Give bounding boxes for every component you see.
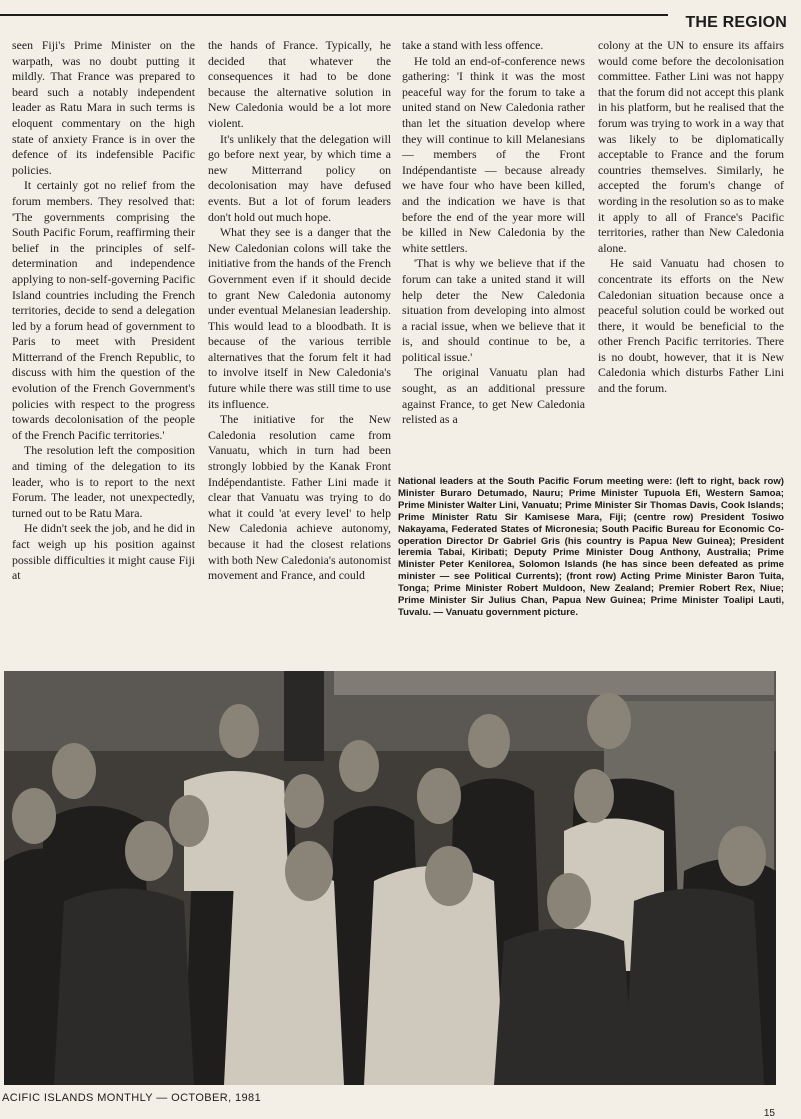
paragraph: 'That is why we believe that if the forum can take a united stand it will help deter the New Caledonia situation from developing into almost a racial issue, when we believe that it is, and should continue to be, a political issue.' <box>402 256 585 364</box>
paragraph: It certainly got no relief from the forum members. They resolved that: 'The governments comprising the South Pacific Forum, reaffirming their belief in the principles of self-determination and independence applying to non-self-governing Pacific Island countries including the French territories, decide to send a delegation led by a forum head of government to Paris to meet with President Mitterrand of the French Republic, to discuss with him the question of the evolution of the French Government's policies with respect to the progress towards decolonisation of the people of the French Pacific territories.' <box>12 178 195 442</box>
paragraph: The original Vanuatu plan had sought, as an additional pressure against France, to get New Caledonia relisted as a <box>402 365 585 427</box>
paragraph: colony at the UN to ensure its affairs would come before the decolonisation committee. Father Lini was not happy that the forum did not accept this plank in his platform, but he realised that the forum was trying to work in a way that was likely to be diplomatically acceptable to France and the forum countries themselves. Similarly, he accepted the forum's change of wording in the resolution so as to make it apply to all of France's Pacific territories, rather than New Caledonia alone. <box>598 38 784 255</box>
article-column-1 <box>12 38 195 584</box>
paragraph: take a stand with less offence. <box>402 38 544 52</box>
group-photo-illustration <box>4 671 776 1085</box>
photo-caption: National leaders at the South Pacific Forum meeting were: (left to right, back row) Minister Buraro Detumado, Nauru; Prime Minister Tupuola Efi, Western Samoa; Prime Minister Walter Lini, Vanuatu; Prime Minister Sir Thomas Davis, Cook Islands; Prime Minister Ratu Sir Kamisese Mara, Fiji; (centre row) President Tosiwo Nakayama, Federated States of Micronesia; South Pacific Bureau for Economic Co-operation Director Dr Gabriel Gris (his country is Papua New Guinea); President Ieremia Tabai, Kiribati; Deputy Prime Minister Doug Anthony, Australia; Prime Minister Peter Kenilorea, Solomon Islands (he has since been defeated as prime minister — see Political Currents); (front row) Acting Prime Minister Baron Tuita, Tonga; Prime Minister Robert Muldoon, New Zealand; Premier Robert Rex, Niue; Prime Minister Sir Julius Chan, Papua New Guinea; Prime Minister Toalipi Lauti, Tuvalu. — Vanuatu government picture. <box>398 476 784 618</box>
page-number: 15 <box>763 1108 775 1119</box>
footer-masthead: ACIFIC ISLANDS MONTHLY — OCTOBER, 1981 <box>2 1092 262 1104</box>
paragraph: He told an end-of-conference news gathering: 'I think it was the most peaceful way for the forum to take a united stand on New Caledonia rather than let the situation develop where they will continue to kill Melanesians — members of the Front Indépendantiste — because already we have four who have been killed, and the indication we have is that before the end of the year more will be killed in New Caledonia by the white settlers. <box>402 53 585 255</box>
paragraph: the hands of France. Typically, he decided that whatever the consequences it had to be done because the alternative solution in New Caledonia would be a lot more violent. <box>208 38 391 130</box>
section-title: THE REGION <box>685 14 787 31</box>
article-column-3 <box>402 38 585 428</box>
header-rule <box>0 14 668 16</box>
article-column-2 <box>208 38 391 584</box>
article-column-4 <box>598 38 784 397</box>
group-photo <box>4 671 776 1085</box>
paragraph: He said Vanuatu had chosen to concentrate its efforts on the New Caledonian situation because once a peaceful solution could be worked out there, it would be beneficial to the other French Pacific territories. There is no doubt, however, that it is New Caledonia which disturbs Father Lini and the forum. <box>598 256 784 396</box>
paragraph: What they see is a danger that the New Caledonian colons will take the initiative from the hands of the French Government even if it should decide to grant New Caledonia autonomy under eventual Melanesian leadership. This would lead to a bloodbath. It is because of the various terrible alternatives that the forum felt it had to involve itself in New Caledonia's future while there was still time to use its influence. <box>208 225 391 411</box>
paragraph: The initiative for the New Caledonia resolution came from Vanuatu, which in turn had been strongly lobbied by the Kanak Front Indépendantiste. Father Lini made it clear that Vanuatu was trying to do what it could 'at every level' to help New Caledonia achieve autonomy, because it had the closest relations with both New Caledonia's autonomist movement and France, and could <box>208 412 391 583</box>
paragraph: seen Fiji's Prime Minister on the warpath, was no doubt putting it mildly. That France was prepared to beard such a notably independent leader as Ratu Mara in such terms is eloquent commentary on the high state of anxiety France is in over the defence of its indefensible Pacific policies. <box>12 38 195 177</box>
paragraph: The resolution left the composition and timing of the delegation to its leader, who is to report to the next Forum. The leader, not unexpectedly, turned out to be Ratu Mara. <box>12 443 195 520</box>
paragraph: It's unlikely that the delegation will go before next year, by which time a new Mitterrand policy on decolonisation may have defused events. But a lot of forum leaders don't hold out much hope. <box>208 131 391 224</box>
paragraph: He didn't seek the job, and he did in fact weigh up his position against possible difficulties it might cause Fiji at <box>12 521 195 583</box>
